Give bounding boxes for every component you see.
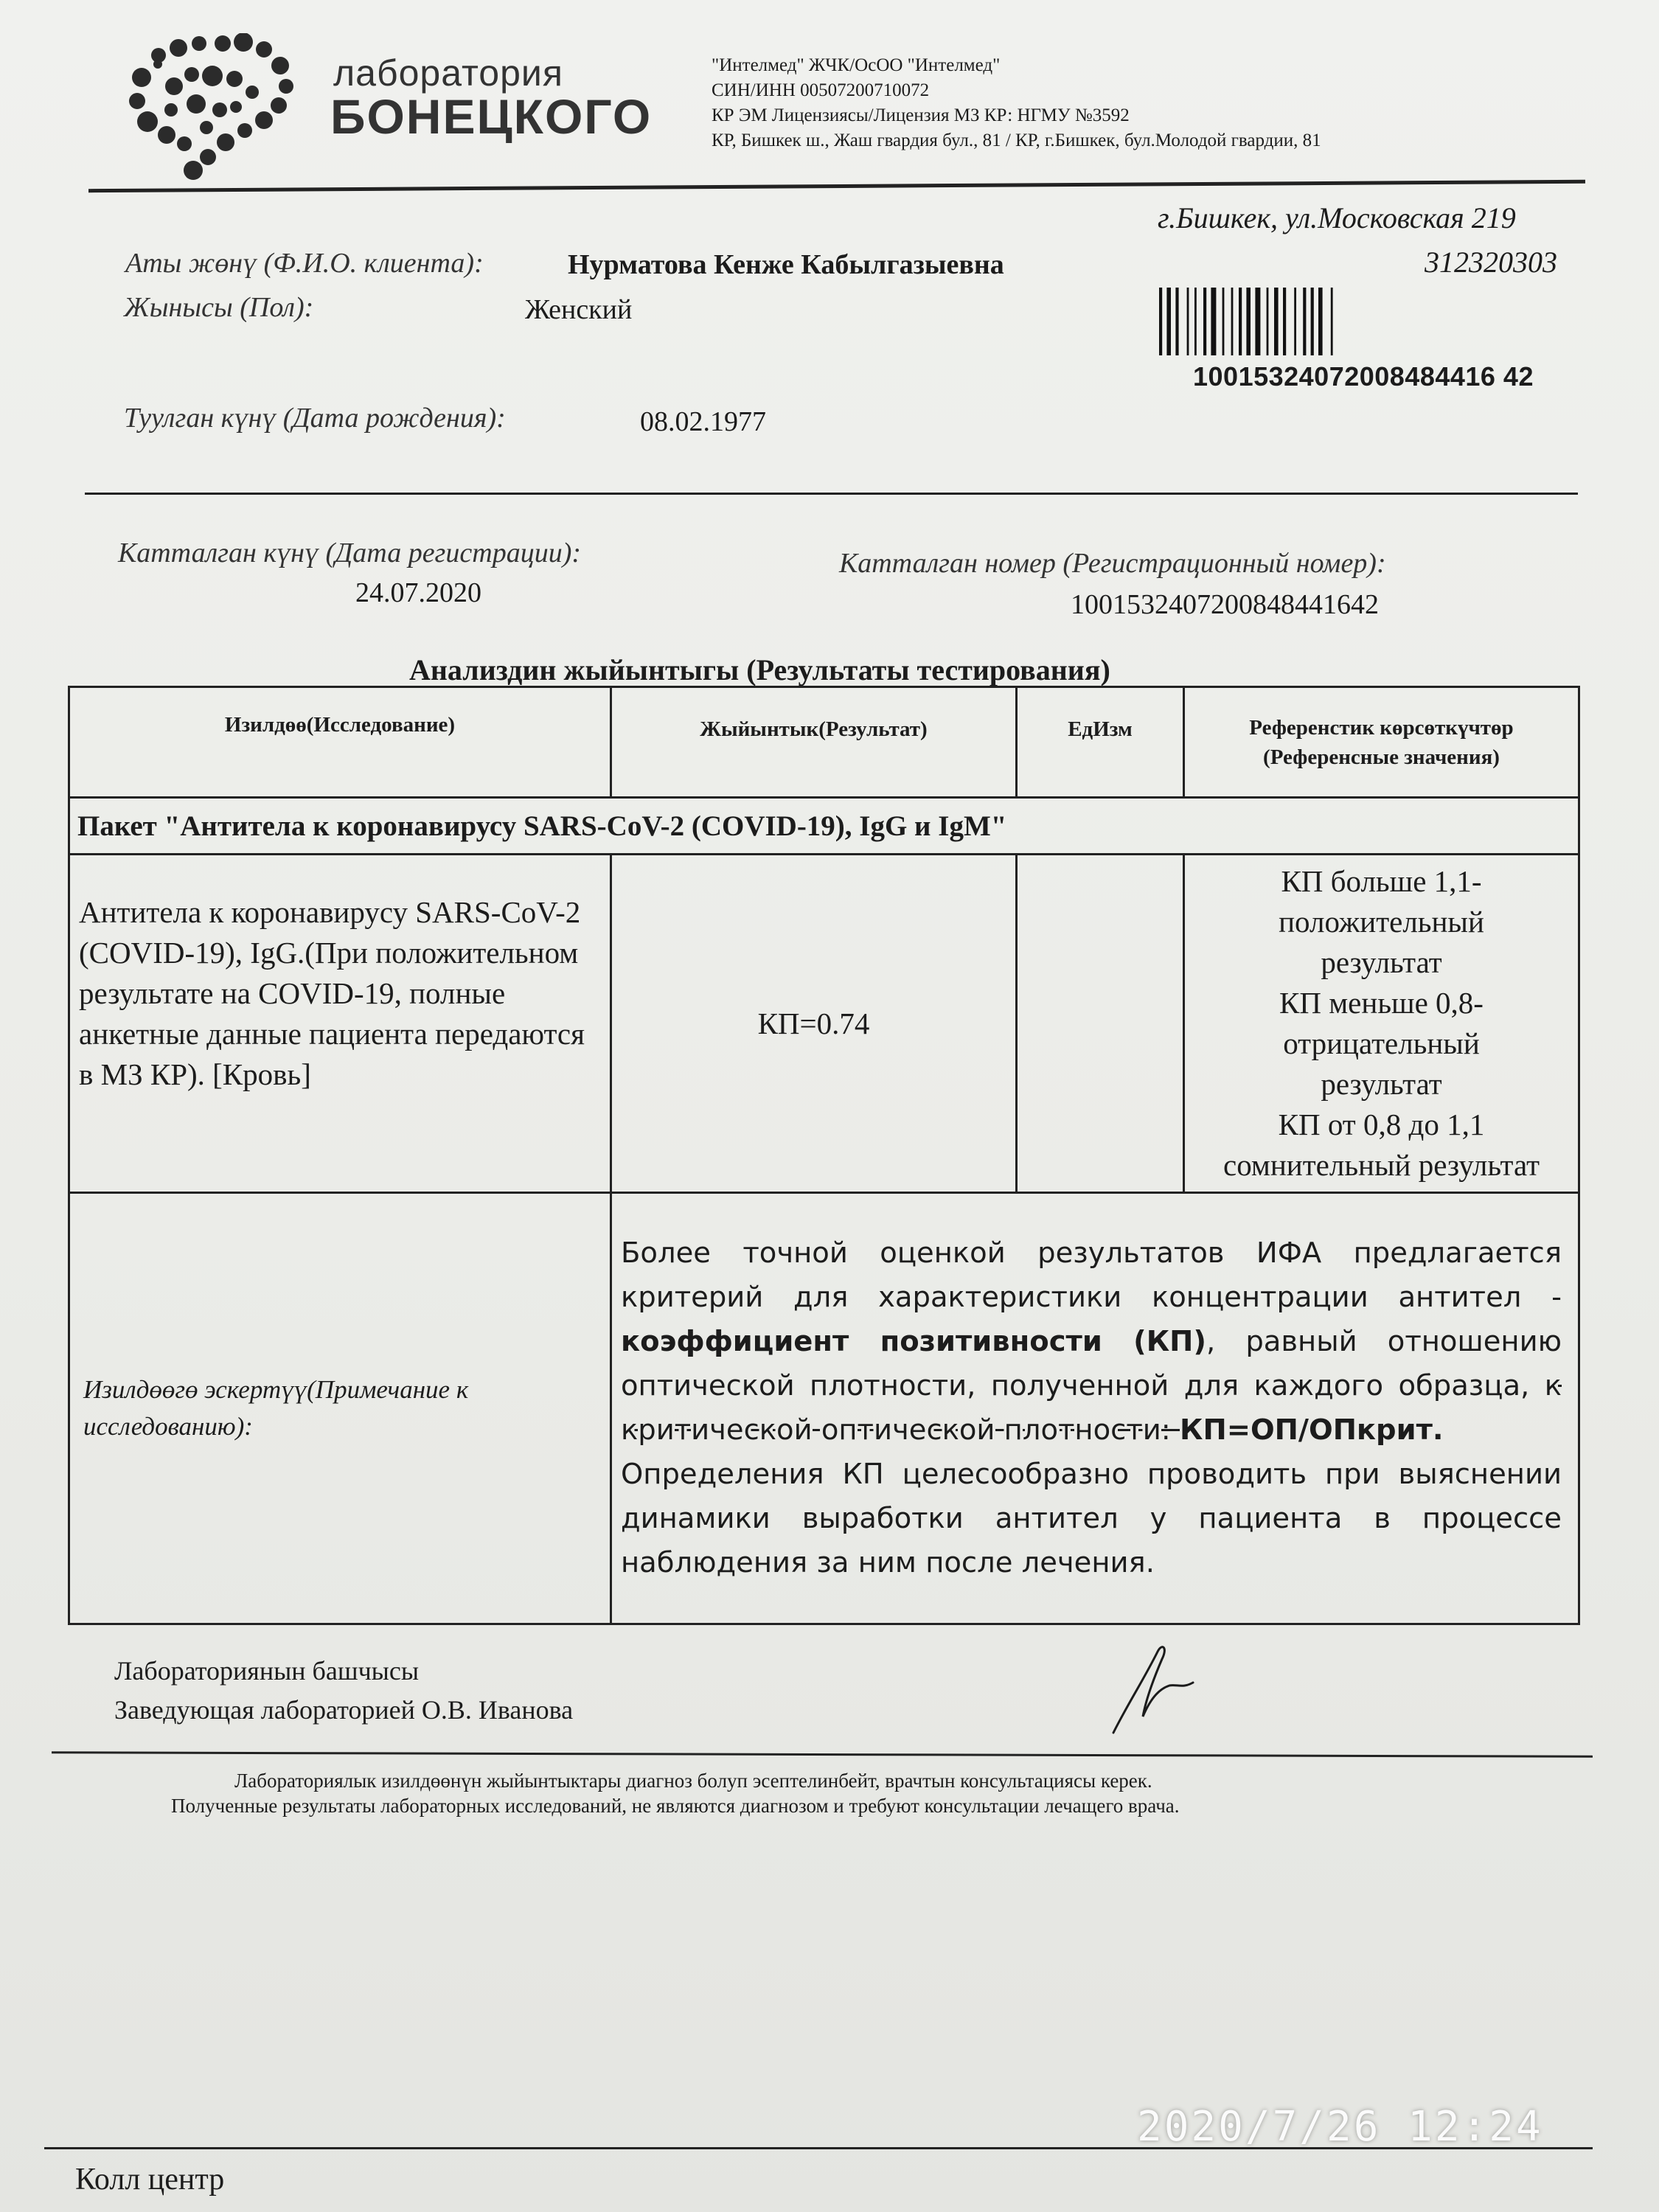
logo-text-line2: БОНЕЦКОГО bbox=[330, 89, 653, 144]
reference-line: результат bbox=[1321, 1067, 1442, 1101]
barcode-bar bbox=[1166, 288, 1171, 355]
organization-details bbox=[712, 53, 1321, 153]
barcode bbox=[1159, 288, 1582, 355]
signature-title-ru: Заведующая лабораторией О.В. Иванова bbox=[114, 1695, 574, 1725]
results-title: Анализдин жыйынтыгы (Результаты тестирования) bbox=[409, 653, 1110, 686]
barcode-bar bbox=[1194, 288, 1197, 355]
barcode-bar bbox=[1175, 288, 1178, 355]
patient-divider bbox=[85, 493, 1578, 495]
table-row bbox=[69, 855, 1579, 1193]
barcode-bar bbox=[1231, 288, 1234, 355]
unit-value bbox=[1017, 855, 1184, 1193]
registration-number: 1001532407200848441642 bbox=[1071, 589, 1379, 620]
barcode-bar bbox=[1318, 288, 1323, 355]
reference-line: сомнительный результат bbox=[1223, 1148, 1540, 1182]
reference-line: отрицательный bbox=[1283, 1026, 1480, 1060]
org-line: КР, Бишкек ш., Жаш гвардия бул., 81 / КР, г.Бишкек, бул.Молодой гвардии, 81 bbox=[712, 131, 1321, 150]
package-row bbox=[69, 798, 1579, 855]
reference-line: КП от 0,8 до 1,1 bbox=[1278, 1107, 1485, 1141]
note-text bbox=[611, 1193, 1579, 1624]
registration-date-label: Катталган күнү (Дата регистрации): bbox=[118, 538, 582, 568]
barcode-bar bbox=[1239, 288, 1242, 355]
note-label: Изилдөөгө эскертүү(Примечание к исследованию): bbox=[69, 1193, 611, 1624]
barcode-bar bbox=[1283, 288, 1286, 355]
signature-title-kg: Лабораториянын башчысы bbox=[114, 1656, 420, 1686]
note-row bbox=[69, 1193, 1579, 1624]
patient-sex: Женский bbox=[525, 294, 633, 325]
lab-address: г.Бишкек, ул.Московская 219 bbox=[1158, 201, 1516, 234]
reference-line: положительный bbox=[1279, 905, 1484, 939]
column-header: Изилдөө(Исследование) bbox=[69, 687, 611, 798]
lab-logo-icon bbox=[125, 33, 302, 188]
org-line: СИН/ИНН 00507200710072 bbox=[712, 80, 930, 100]
reference-line: результат bbox=[1321, 945, 1442, 979]
reference-line: КП больше 1,1- bbox=[1281, 864, 1482, 898]
barcode-bar bbox=[1311, 288, 1314, 355]
note-text-bold: КП=ОП/ОПкрит. bbox=[1180, 1413, 1444, 1447]
note-text-part: к критической оптической плотности: bbox=[621, 1369, 1562, 1447]
dob-value: 08.02.1977 bbox=[640, 406, 766, 437]
header-divider bbox=[88, 180, 1585, 192]
barcode-bar bbox=[1294, 288, 1296, 355]
barcode-bar bbox=[1159, 288, 1162, 355]
note-text-part: Определения КП целесообразно проводить при выяснении динамики выработки антител у пациента в процессе наблюдения за ним после лечения. bbox=[621, 1458, 1562, 1579]
barcode-bar bbox=[1274, 288, 1279, 355]
footer-divider bbox=[52, 1751, 1593, 1757]
barcode-bar bbox=[1203, 288, 1206, 355]
table-header-row bbox=[69, 687, 1579, 798]
photo-timestamp: 2020/7/26 12:24 bbox=[1137, 2103, 1543, 2151]
org-line: КР ЭМ Лицензиясы/Лицензия МЗ КР: НГМУ №3592 bbox=[712, 105, 1130, 125]
column-header: Референстик көрсөткүчтөр (Референсные значения) bbox=[1184, 687, 1579, 798]
client-code: 312320303 bbox=[1425, 246, 1557, 279]
package-name: Пакет "Антитела к коронавирусу SARS-CoV-2 (COVID-19), IgG и IgM" bbox=[69, 798, 1579, 855]
note-text-bold: коэффициент позитивности (КП) bbox=[621, 1325, 1206, 1358]
call-center-label: Колл центр bbox=[75, 2163, 225, 2197]
note-text-part: Более точной оценкой результатов ИФА предлагается критерий для характеристики концентрации антител - bbox=[621, 1237, 1562, 1314]
barcode-bar bbox=[1255, 288, 1260, 355]
patient-sex-label: Жынысы (Пол): bbox=[124, 292, 314, 323]
barcode-bar bbox=[1211, 288, 1216, 355]
barcode-bar bbox=[1267, 288, 1269, 355]
patient-name: Нурматова Кенже Кабылгазыевна bbox=[568, 249, 1004, 280]
disclaimer-kg: Лабораториялык изилдөөнүн жыйынтыктары диагноз болуп эсептелинбейт, врачтын консультациясы керек. bbox=[234, 1770, 1152, 1792]
barcode-bar bbox=[1331, 288, 1333, 355]
barcode-number: 10015324072008484416 42 bbox=[1193, 361, 1534, 392]
handwritten-signature bbox=[1106, 1637, 1202, 1740]
reference-line: КП меньше 0,8- bbox=[1279, 986, 1484, 1020]
analyte-name: Антитела к коронавирусу SARS-CoV-2 (COVID-19), IgG.(При положительном результате на COVID-19, полные анкетные данные пациента передаются в МЗ КР). [Кровь] bbox=[69, 855, 611, 1193]
registration-date: 24.07.2020 bbox=[355, 577, 481, 608]
dob-label: Туулган күнү (Дата рождения): bbox=[124, 403, 506, 434]
column-header: Жыйынтык(Результат) bbox=[611, 687, 1017, 798]
barcode-bar bbox=[1222, 288, 1225, 355]
note-text-part: , равный отношению оптической плотности, полученной для каждого образца, bbox=[621, 1325, 1562, 1402]
registration-number-label: Катталган номер (Регистрационный номер): bbox=[839, 548, 1386, 579]
results-table bbox=[68, 686, 1580, 1625]
patient-name-label: Аты жөнү (Ф.И.О. клиента): bbox=[125, 248, 484, 279]
barcode-bar bbox=[1187, 288, 1189, 355]
barcode-bar bbox=[1246, 288, 1251, 355]
logo-text-line1: лаборатория bbox=[333, 52, 563, 94]
barcode-bar bbox=[1303, 288, 1306, 355]
column-header: ЕдИзм bbox=[1017, 687, 1184, 798]
reference-values bbox=[1184, 855, 1579, 1193]
org-line: "Интелмед" ЖЧК/ОсОО "Интелмед" bbox=[712, 55, 1001, 75]
disclaimer-ru: Полученные результаты лабораторных исследований, не являются диагнозом и требуют консультации лечащего врача. bbox=[171, 1795, 1180, 1817]
result-value: КП=0.74 bbox=[611, 855, 1017, 1193]
